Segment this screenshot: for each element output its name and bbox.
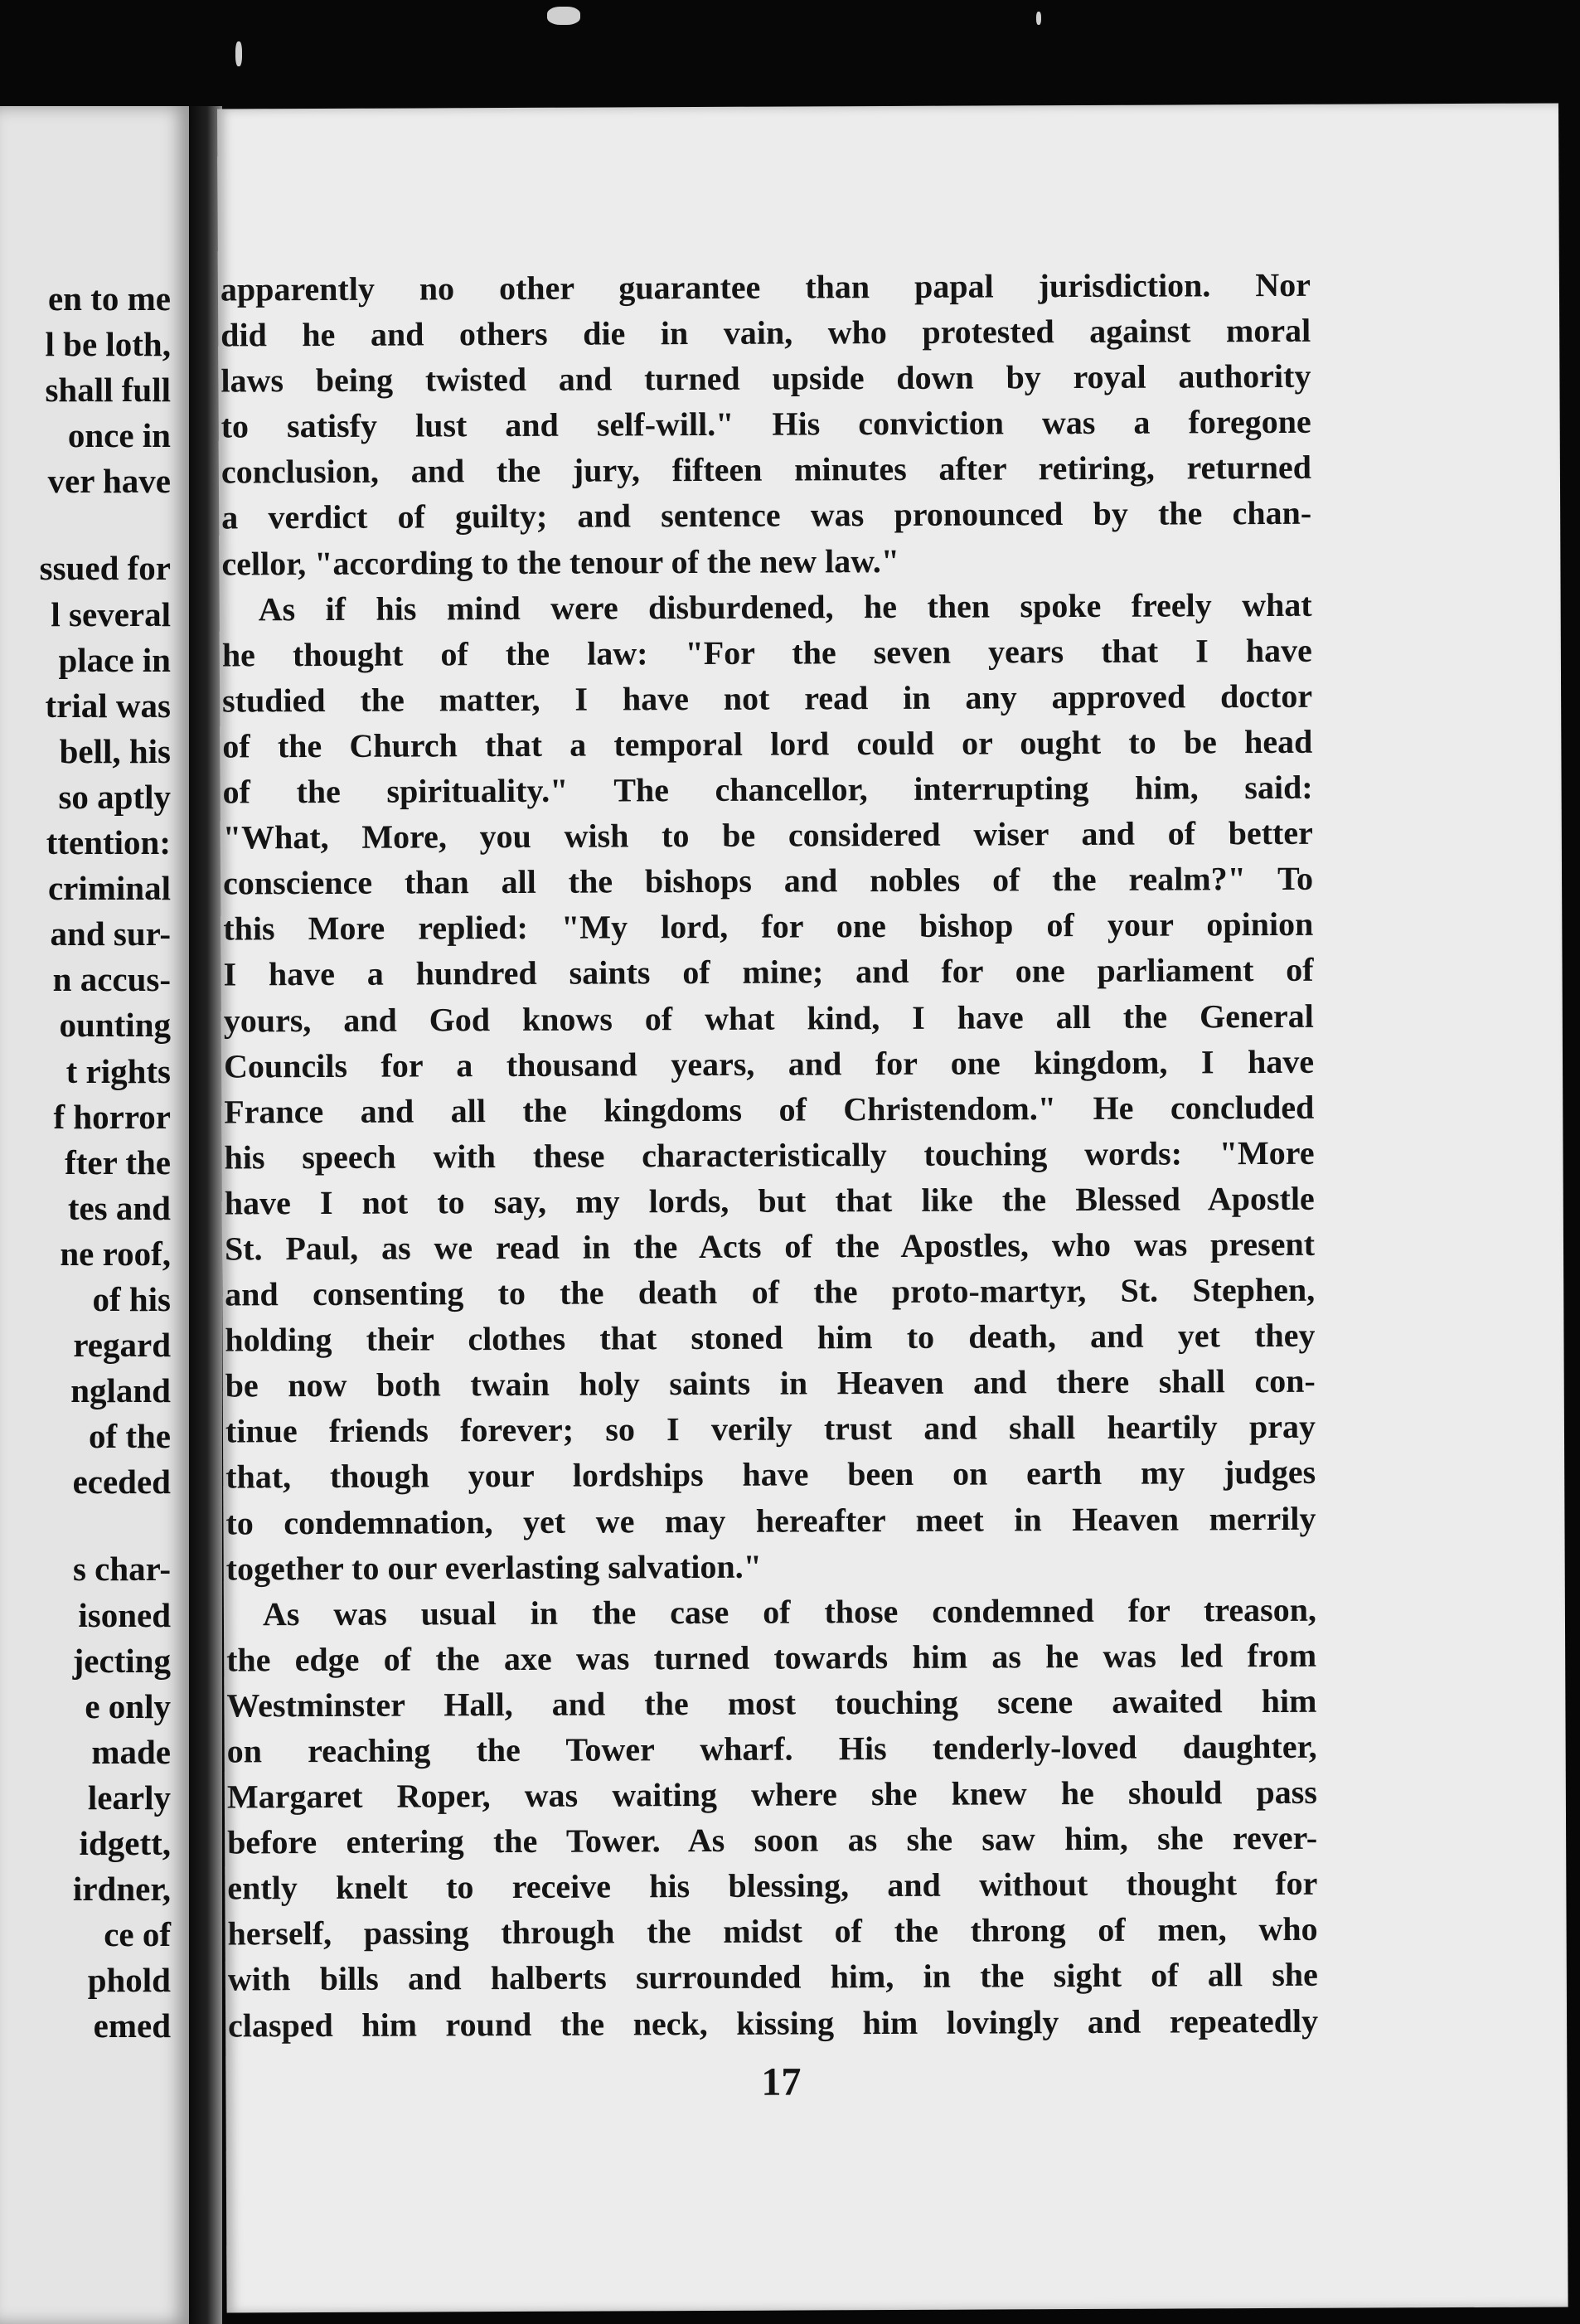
text-line: Westminster Hall, and the most touching scene awaited him <box>226 1681 1317 1725</box>
left-page-text <box>40 276 171 2049</box>
text-line: with bills and halberts surrounded him, in the sight of all she <box>227 1956 1318 1998</box>
left-line: t rights <box>65 1051 171 1090</box>
text-line: a verdict of guilty; and sentence was pronounced by the chan- <box>221 494 1312 536</box>
left-line: en to me <box>47 279 171 318</box>
left-line: ssued for <box>39 549 171 588</box>
left-line: phold <box>87 1961 171 2000</box>
left-line: emed <box>93 2006 171 2045</box>
text-line: laws being twisted and turned upside down by royal authority <box>221 357 1311 400</box>
text-line: be now both twain holy saints in Heaven and there shall con- <box>225 1362 1316 1405</box>
left-line: shall full <box>45 371 171 410</box>
left-line: n accus- <box>52 960 171 999</box>
text-line: "What, More, you wish to be considered wiser and of better <box>222 813 1313 856</box>
text-line: the edge of the axe was turned towards him as he was led from <box>226 1636 1317 1679</box>
text-line: tinue friends forever; so I verily trust and shall heartily pray <box>225 1408 1316 1450</box>
text-line: studied the matter, I have not read in any approved doctor <box>222 677 1313 720</box>
text-line: cellor, "according to the tenour of the new law." <box>221 541 900 583</box>
text-line: yours, and God knows of what kind, I have all the General <box>223 997 1314 1040</box>
main-page <box>217 103 1568 2312</box>
left-line: criminal <box>47 869 171 908</box>
left-line: fter the <box>65 1143 171 1181</box>
book-gutter <box>189 106 222 2324</box>
left-line: place in <box>58 640 171 679</box>
body-text <box>221 262 1318 2048</box>
left-line: learly <box>87 1778 171 1817</box>
text-line: As if his mind were disburdened, he then spoke freely what <box>258 585 1312 628</box>
left-line: l be loth, <box>45 325 171 364</box>
text-line: Margaret Roper, was waiting where she knew he should pass <box>226 1773 1317 1816</box>
left-line: and sur- <box>50 915 171 953</box>
text-line: he thought of the law: "For the seven years that I have <box>221 631 1312 674</box>
text-line: and consenting to the death of the proto-martyr, St. Stephen, <box>225 1270 1316 1313</box>
text-line: I have a hundred saints of mine; and for one parliament of <box>223 951 1314 993</box>
text-line: clasped him round the neck, kissing him lovingly and repeatedly <box>227 2001 1319 2045</box>
text-line: St. Paul, as we read in the Acts of the Apostles, who was present <box>224 1225 1316 1268</box>
text-line: France and all the kingdoms of Christendom." He concluded <box>224 1088 1315 1131</box>
left-line: made <box>91 1732 171 1771</box>
left-line: ounting <box>59 1006 171 1045</box>
left-line: ttention: <box>46 823 171 862</box>
text-line: did he and others die in vain, who protested against moral <box>221 311 1311 354</box>
text-line: together to our everlasting salvation." <box>225 1547 762 1588</box>
text-line: to condemnation, yet we may hereafter meet in Heaven merrily <box>225 1499 1316 1542</box>
left-line: regard <box>73 1326 171 1365</box>
scan-artifact <box>547 7 580 25</box>
text-line: conscience than all the bishops and nobles of the realm?" To <box>222 859 1314 902</box>
text-line: this More replied: "My lord, for one bishop of your opinion <box>223 905 1314 948</box>
text-line: conclusion, and the jury, fifteen minutes after retiring, returned <box>221 449 1312 491</box>
left-line: jecting <box>72 1641 171 1680</box>
page-number: 17 <box>761 2060 802 2104</box>
left-line: of the <box>88 1417 171 1456</box>
text-line: before entering the Tower. As soon as she saw him, she rever- <box>227 1818 1318 1861</box>
left-line: s char- <box>72 1550 171 1589</box>
left-line: ngland <box>70 1371 171 1410</box>
left-line: of his <box>92 1279 171 1318</box>
left-line: so aptly <box>58 777 171 816</box>
text-line: on reaching the Tower wharf. His tenderly-loved daughter, <box>226 1727 1317 1770</box>
scan-artifact <box>1036 12 1041 25</box>
text-line: his speech with these characteristically touching words: "More <box>224 1133 1315 1177</box>
text-line: of the Church that a temporal lord could or ought to be head <box>222 722 1313 765</box>
text-line: holding their clothes that stoned him to death, and yet they <box>225 1316 1316 1359</box>
left-line: ver have <box>47 462 171 501</box>
text-line: have I not to say, my lords, but that like the Blessed Apostle <box>224 1179 1315 1222</box>
left-line: ce of <box>104 1915 171 1954</box>
text-line: herself, passing through the midst of the throng of men, who <box>227 1910 1318 1953</box>
left-line: ne roof, <box>60 1234 171 1273</box>
scan-artifact <box>235 41 242 66</box>
text-line: apparently no other guarantee than papal jurisdiction. Nor <box>220 265 1311 308</box>
left-line: bell, his <box>59 731 171 770</box>
left-line: isoned <box>78 1595 171 1634</box>
left-line: e only <box>85 1686 171 1725</box>
text-line: As was usual in the case of those condemned for treason, <box>262 1590 1317 1633</box>
left-line: irdner, <box>72 1870 171 1909</box>
text-line: Councils for a thousand years, and for one kingdom, I have <box>223 1042 1315 1085</box>
left-line: tes and <box>67 1188 171 1227</box>
left-line: idgett, <box>79 1824 171 1862</box>
left-line: f horror <box>53 1097 171 1136</box>
left-line: eceded <box>72 1463 171 1502</box>
left-line: l several <box>51 594 171 633</box>
adjacent-left-page <box>0 106 189 2324</box>
left-paragraph-gap <box>40 1505 171 1546</box>
left-paragraph-gap <box>40 504 171 546</box>
text-line: that, though your lordships have been on earth my judges <box>225 1453 1316 1496</box>
text-line: to satisfy lust and self-will." His conviction was a foregone <box>221 403 1311 445</box>
left-line: trial was <box>45 686 171 725</box>
left-line: once in <box>67 416 171 455</box>
text-line: ently knelt to receive his blessing, and without thought for <box>227 1865 1318 1907</box>
text-line: of the spirituality." The chancellor, interrupting him, said: <box>222 768 1313 811</box>
